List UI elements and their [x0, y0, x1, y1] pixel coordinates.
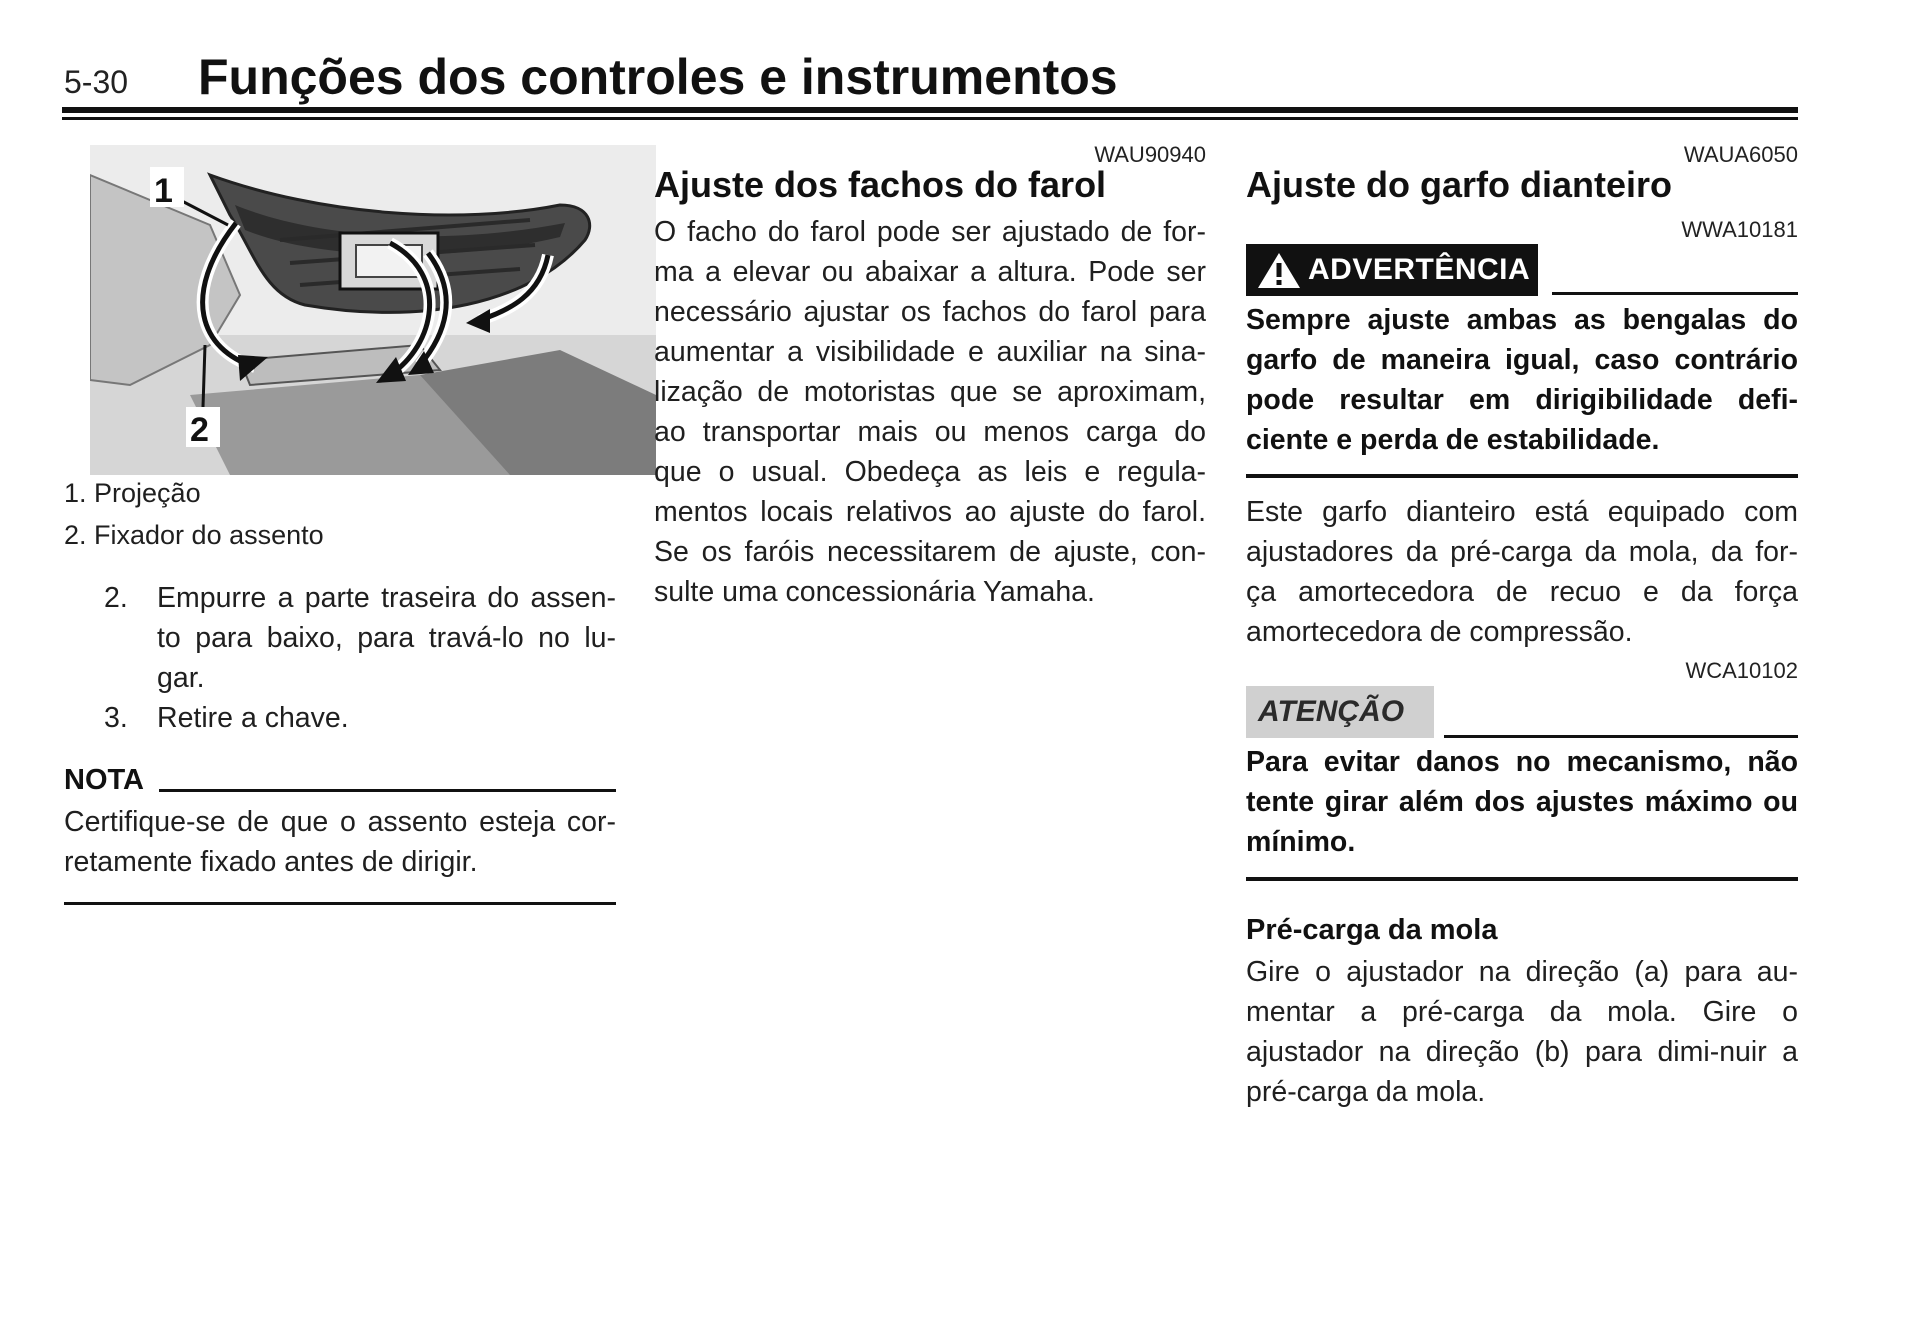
- page-title: Funções dos controles e instrumentos: [198, 49, 1118, 105]
- seat-illustration: [90, 145, 656, 475]
- header-rule-thick: [62, 107, 1798, 113]
- headlight-code: WAU90940: [1094, 142, 1206, 167]
- step-2-number: 2.: [104, 582, 128, 614]
- callout-1: 1: [154, 172, 173, 210]
- fork-body: Este garfo dianteiro está equipado com ajustadores da pré-carga da mola, da for-ça amortecedora de recuo e da força amortecedora de compressão.: [1246, 496, 1798, 648]
- step-3-text: Retire a chave.: [157, 702, 349, 734]
- attention-label: ATENÇÃO: [1258, 695, 1405, 728]
- warning-code: WWA10181: [1681, 217, 1798, 242]
- fork-code: WAUA6050: [1683, 142, 1798, 167]
- attention-code: WCA10102: [1685, 658, 1798, 683]
- step-2-text: Empurre a parte traseira do assen-to para baixo, para travá-lo no lu-gar.: [157, 582, 616, 694]
- warning-rule: [1552, 292, 1798, 295]
- preload-text: Gire o ajustador na direção (a) para au-mentar a pré-carga da mola. Gire o ajustador na direção (b) para dimi-nuir a pré-carga da mola.: [1246, 956, 1798, 1108]
- headlight-heading: Ajuste dos fachos do farol: [654, 164, 1107, 205]
- header-rule-thin: [62, 117, 1798, 120]
- caption-projecao: 1. Projeção: [64, 478, 201, 508]
- warning-banner: [1246, 244, 1538, 296]
- warning-triangle-icon: [1256, 250, 1302, 290]
- fork-heading: Ajuste do garfo dianteiro: [1246, 164, 1673, 205]
- nota-title: NOTA: [64, 764, 145, 796]
- attention-banner: [1246, 686, 1434, 738]
- preload-title: Pré-carga da mola: [1246, 914, 1498, 946]
- headlight-body: O facho do farol pode ser ajustado de for-ma a elevar ou abaixar a altura. Pode ser necessário ajustar os fachos do farol para aumentar a visibilidade e auxiliar na sina-lização de motoristas que se aproximam, ao transportar mais ou menos carga do que o usual. Obedeça as leis e regula-mentos locais relativos ao ajuste do farol. Se os faróis necessitarem de ajuste, con-sulte uma concessionária Yamaha.: [654, 216, 1206, 608]
- page-number: 5-30: [64, 64, 129, 100]
- attention-text: Para evitar danos no mecanismo, não tente girar além dos ajustes máximo ou mínimo.: [1246, 746, 1798, 858]
- callout-2: 2: [190, 411, 209, 449]
- caption-fixador: 2. Fixador do assento: [64, 520, 324, 550]
- step-3-number: 3.: [104, 702, 128, 734]
- warning-text: Sempre ajuste ambas as bengalas do garfo de maneira igual, caso contrário pode resultar em dirigibilidade defi-ciente e perda de estabilidade.: [1246, 304, 1798, 456]
- warning-label: ADVERTÊNCIA: [1308, 253, 1531, 286]
- attention-bottom-rule: [1246, 877, 1798, 881]
- warning-bottom-rule: [1246, 474, 1798, 478]
- attention-rule: [1444, 735, 1798, 738]
- nota-bottom-rule: [64, 902, 616, 905]
- nota-rule: [159, 789, 616, 792]
- nota-text: Certifique-se de que o assento esteja cor-retamente fixado antes de dirigir.: [64, 806, 616, 878]
